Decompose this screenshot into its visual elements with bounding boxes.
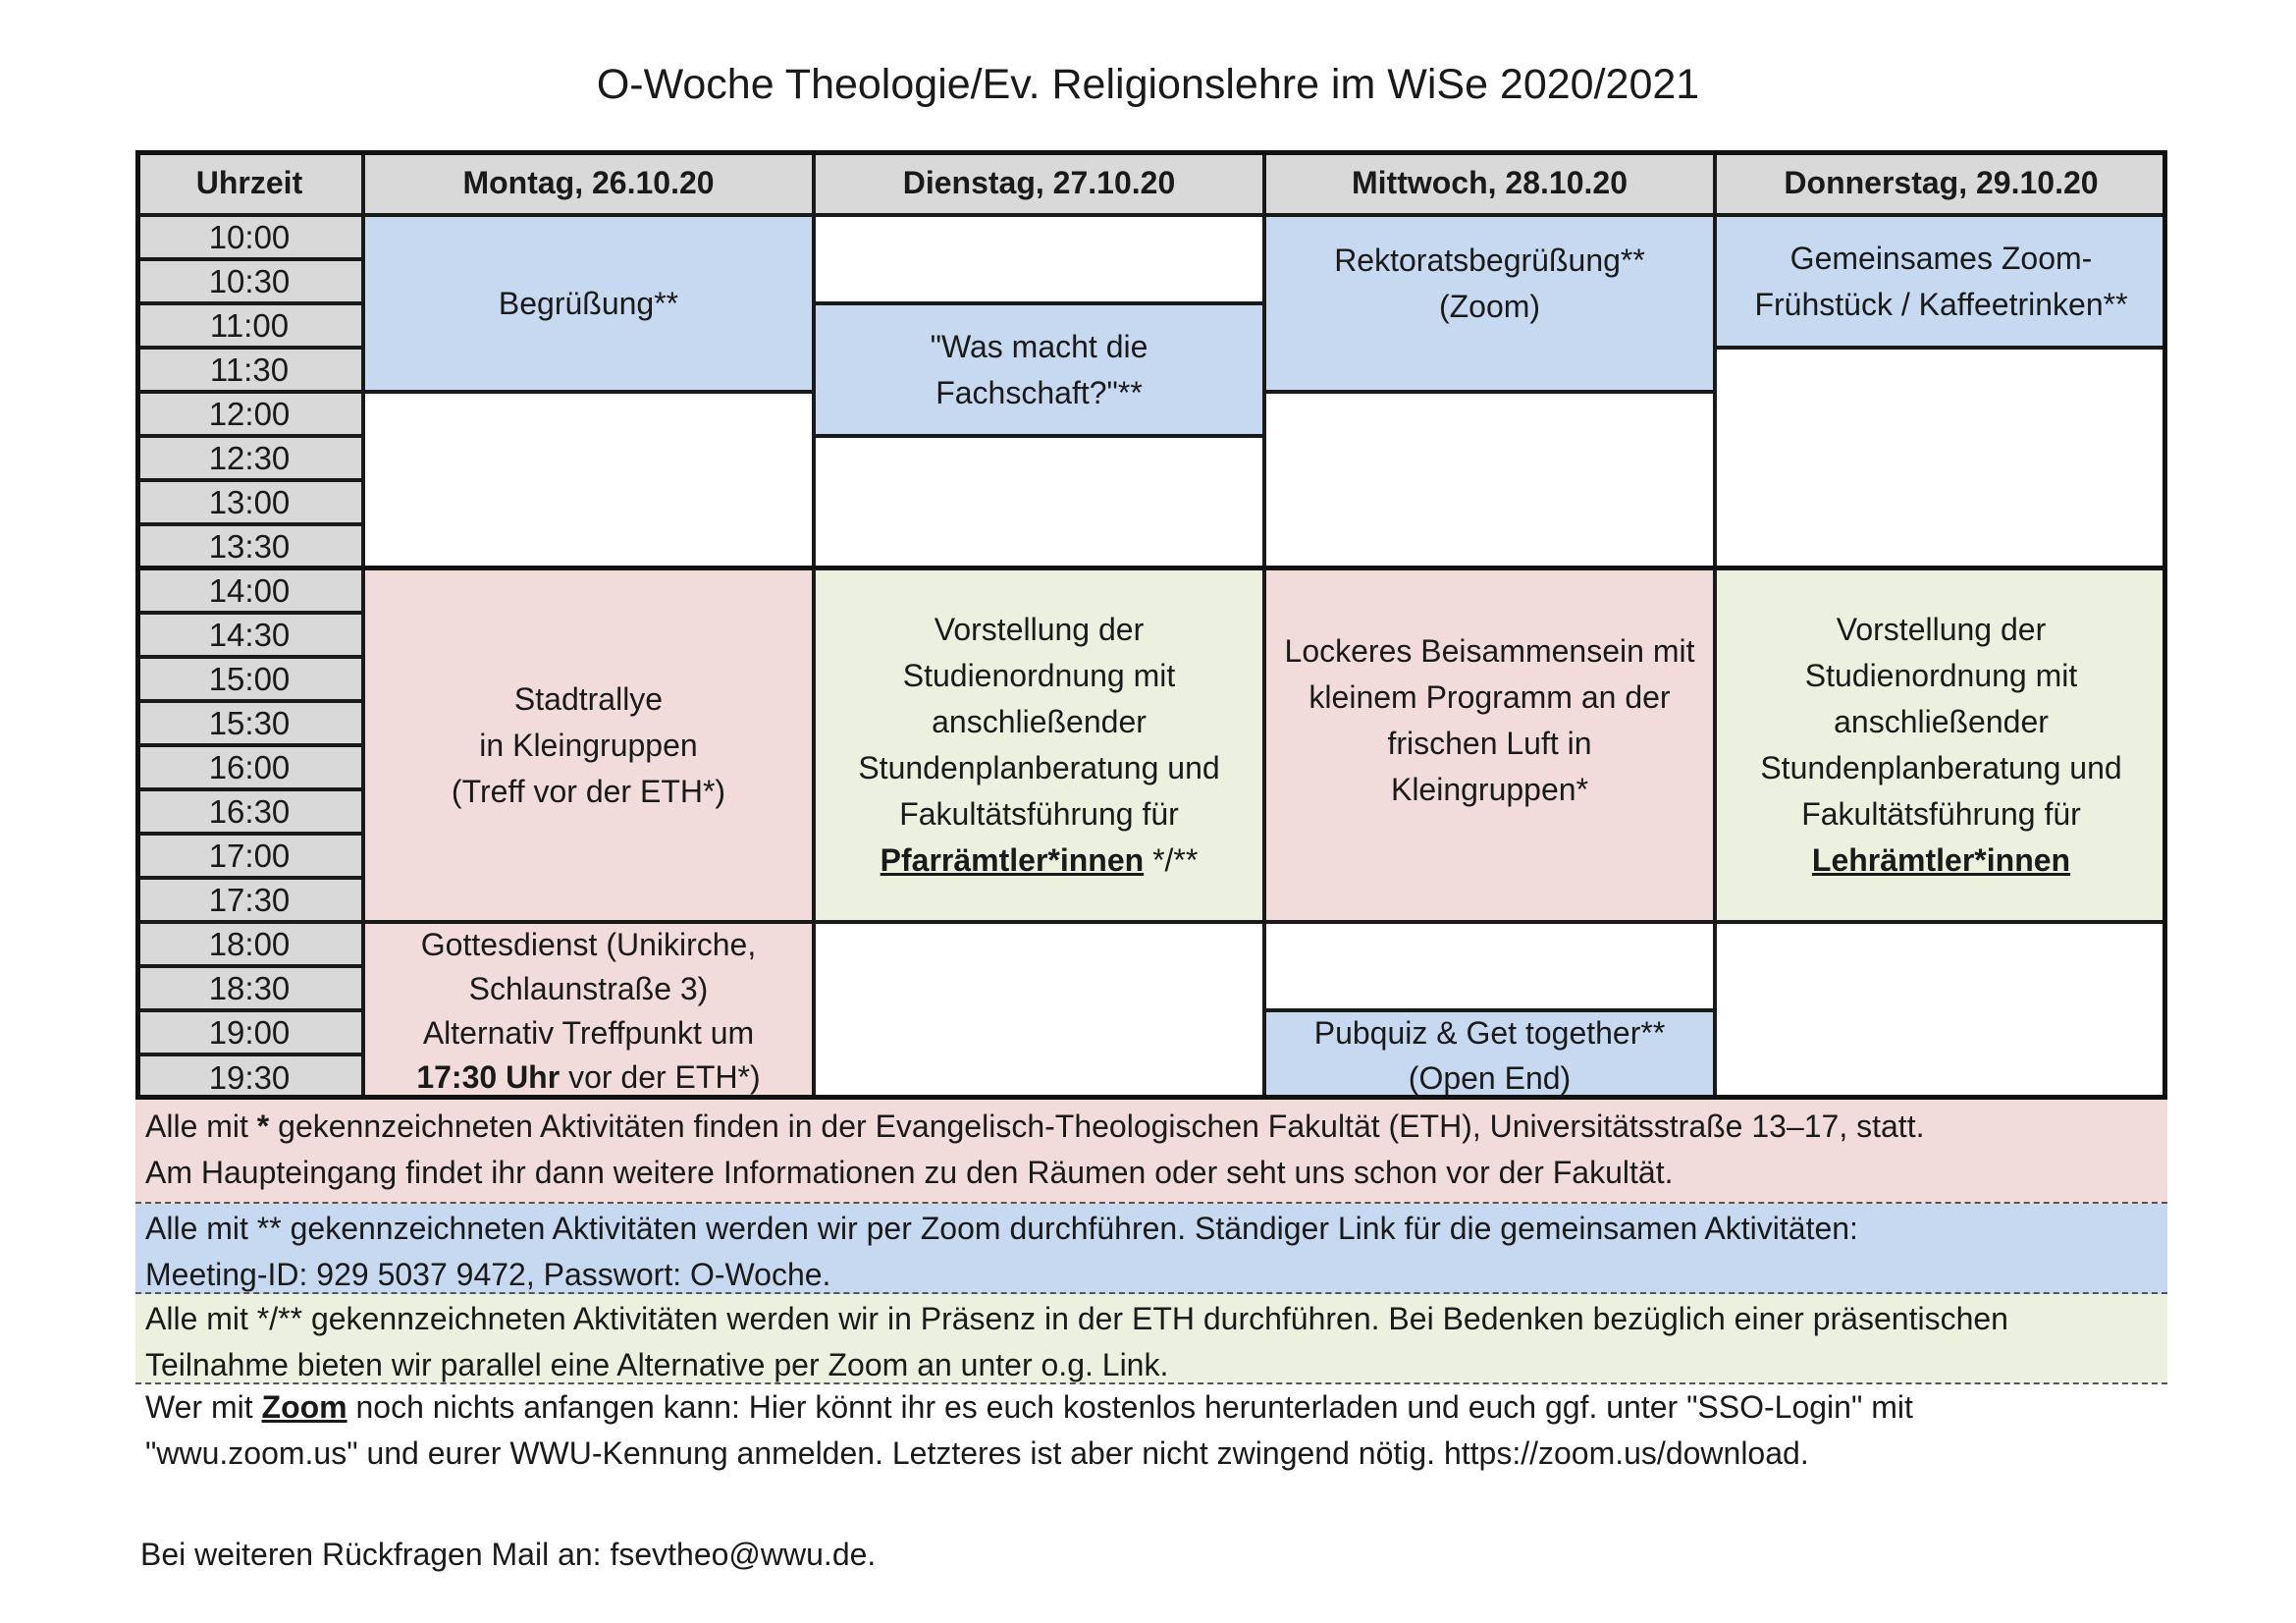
event-line: Gottesdienst (Unikirche, [420, 926, 757, 962]
time-slot: 14:00 [135, 568, 363, 613]
event-line: in Kleingruppen [479, 727, 698, 763]
note-line: Meeting-ID: 929 5037 9472, Passwort: O-Woche. [145, 1257, 831, 1292]
empty-slot [1264, 392, 1715, 568]
event-wednesday-social [1264, 568, 1715, 922]
event-target-group: Pfarrämtler*innen [880, 842, 1145, 878]
event-line: Kleingruppen* [1390, 772, 1589, 807]
time-slot: 17:30 [135, 878, 363, 922]
event-thursday-study-intro [1715, 568, 2167, 922]
header-wednesday: Mittwoch, 28.10.20 [1264, 150, 1715, 215]
time-slot: 16:00 [135, 745, 363, 789]
event-line: Stundenplanberatung und [858, 750, 1220, 785]
empty-slot [814, 436, 1264, 568]
time-slot: 10:30 [135, 259, 363, 303]
event-line-rest: vor der ETH*) [560, 1058, 761, 1095]
note-line [145, 1104, 2158, 1150]
schedule-table [135, 150, 2167, 1100]
time-slot: 13:00 [135, 480, 363, 524]
event-line: Rektoratsbegrüßung** [1334, 243, 1645, 278]
time-slot: 10:00 [135, 215, 363, 259]
time-slot: 19:00 [135, 1010, 363, 1055]
event-thursday-zoom-breakfast [1715, 215, 2167, 348]
note-line: Teilnahme bieten wir parallel eine Alternative per Zoom an unter o.g. Link. [145, 1347, 1169, 1382]
page-title: O-Woche Theologie/Ev. Religionslehre im WiSe 2020/2021 [596, 61, 1700, 108]
time-slot: 19:30 [135, 1055, 363, 1100]
time-slot: 15:30 [135, 701, 363, 745]
contact-line: Bei weiteren Rückfragen Mail an: fsevtheo@wwu.de. [140, 1537, 877, 1572]
event-line: Stadtrallye [513, 680, 664, 717]
event-line: Schlaunstraße 3) [468, 970, 709, 1006]
legend-note-zoom [135, 1204, 2167, 1294]
note-star: * [256, 1109, 270, 1144]
event-line: anschließender [1834, 704, 2049, 739]
event-line: Frühstück / Kaffeetrinken** [1754, 286, 2128, 322]
header-thursday: Donnerstag, 29.10.20 [1715, 150, 2167, 215]
table-divider [135, 566, 2167, 569]
time-slot: 18:30 [135, 966, 363, 1010]
event-line [416, 1055, 760, 1100]
event-suffix: */** [1144, 842, 1199, 878]
note-prefix: Wer mit [145, 1389, 262, 1425]
empty-slot [1715, 922, 2167, 1100]
event-line: Pubquiz & Get together** [1313, 1014, 1666, 1051]
event-line: Vorstellung der [1836, 612, 2047, 647]
event-wednesday-rector-welcome [1264, 215, 1715, 392]
empty-slot [1264, 922, 1715, 1010]
empty-slot [814, 922, 1264, 1100]
time-slot: 12:00 [135, 392, 363, 436]
event-line: Fachschaft?"** [935, 374, 1143, 410]
note-rest: noch nichts anfangen kann: Hier könnt ihr es euch kostenlos herunterladen und euch ggf. unter "SSO-Login" mit [347, 1389, 1913, 1425]
event-tuesday-study-intro [814, 568, 1264, 922]
note-line: Alle mit ** gekennzeichneten Aktivitäten werden wir per Zoom durchführen. Ständiger Link für die gemeinsamen Aktivitäten: [145, 1211, 1858, 1246]
event-line: kleinem Programm an der [1308, 679, 1671, 715]
time-slot: 18:00 [135, 922, 363, 966]
event-target-group: Lehrämtler*innen [1811, 842, 2071, 878]
event-time-bold: 17:30 Uhr [416, 1058, 561, 1095]
event-line: Studienordnung mit [1804, 658, 2078, 693]
event-monday-greeting [363, 215, 814, 392]
event-line: frischen Luft in [1387, 726, 1592, 761]
event-monday-service [363, 922, 814, 1100]
event-label: Begrüßung** [498, 285, 679, 321]
empty-slot [814, 215, 1264, 303]
event-wednesday-pubquiz [1264, 1010, 1715, 1100]
event-monday-city-rally [363, 568, 814, 922]
event-line: Gemeinsames Zoom- [1789, 240, 2093, 276]
time-slot: 12:30 [135, 436, 363, 480]
legend-note-hybrid [135, 1294, 2167, 1384]
event-line: "Was macht die [930, 328, 1148, 364]
note-prefix: Alle mit [145, 1109, 257, 1144]
event-tuesday-fachschaft [814, 303, 1264, 436]
event-line: Alternativ Treffpunkt um [422, 1014, 755, 1051]
legend-note-zoom-download [135, 1384, 2167, 1479]
time-slot: 13:30 [135, 524, 363, 568]
time-slot: 11:30 [135, 348, 363, 392]
event-line: (Treff vor der ETH*) [451, 773, 726, 809]
time-slot: 14:30 [135, 613, 363, 657]
note-line: Am Haupteingang findet ihr dann weitere Informationen zu den Räumen oder seht uns schon vor der Fakultät. [145, 1155, 1674, 1190]
time-slot: 15:00 [135, 657, 363, 701]
header-tuesday: Dienstag, 27.10.20 [814, 150, 1264, 215]
header-time: Uhrzeit [135, 150, 363, 215]
event-line: (Open End) [1408, 1059, 1572, 1096]
time-slot: 11:00 [135, 303, 363, 348]
empty-slot [1715, 348, 2167, 568]
event-line: Fakultätsführung für [899, 796, 1179, 832]
event-line [881, 838, 1199, 884]
header-monday: Montag, 26.10.20 [363, 150, 814, 215]
note-line: "wwu.zoom.us" und eurer WWU-Kennung anmelden. Letzteres ist aber nicht zwingend nötig. https://zoom.us/download. [145, 1435, 1809, 1471]
event-line: Lockeres Beisammensein mit [1284, 633, 1695, 669]
event-line: anschließender [932, 704, 1147, 739]
time-slot: 17:00 [135, 834, 363, 878]
zoom-word: Zoom [261, 1389, 347, 1425]
legend-note-presence [135, 1100, 2167, 1204]
note-line: Alle mit */** gekennzeichneten Aktivitäten werden wir in Präsenz in der ETH durchführen. Bei Bedenken bezüglich einer präsentischen [145, 1301, 2008, 1336]
event-line: Studienordnung mit [902, 658, 1176, 693]
note-line [145, 1384, 2158, 1431]
event-line: Fakultätsführung für [1801, 796, 2081, 832]
event-line: (Zoom) [1438, 289, 1541, 324]
event-line: Stundenplanberatung und [1760, 750, 2122, 785]
note-rest: gekennzeichneten Aktivitäten finden in der Evangelisch-Theologischen Fakultät (ETH), Universitätsstraße 13–17, statt. [269, 1109, 1925, 1144]
event-line: Vorstellung der [934, 612, 1145, 647]
empty-slot [363, 392, 814, 568]
time-slot: 16:30 [135, 789, 363, 834]
